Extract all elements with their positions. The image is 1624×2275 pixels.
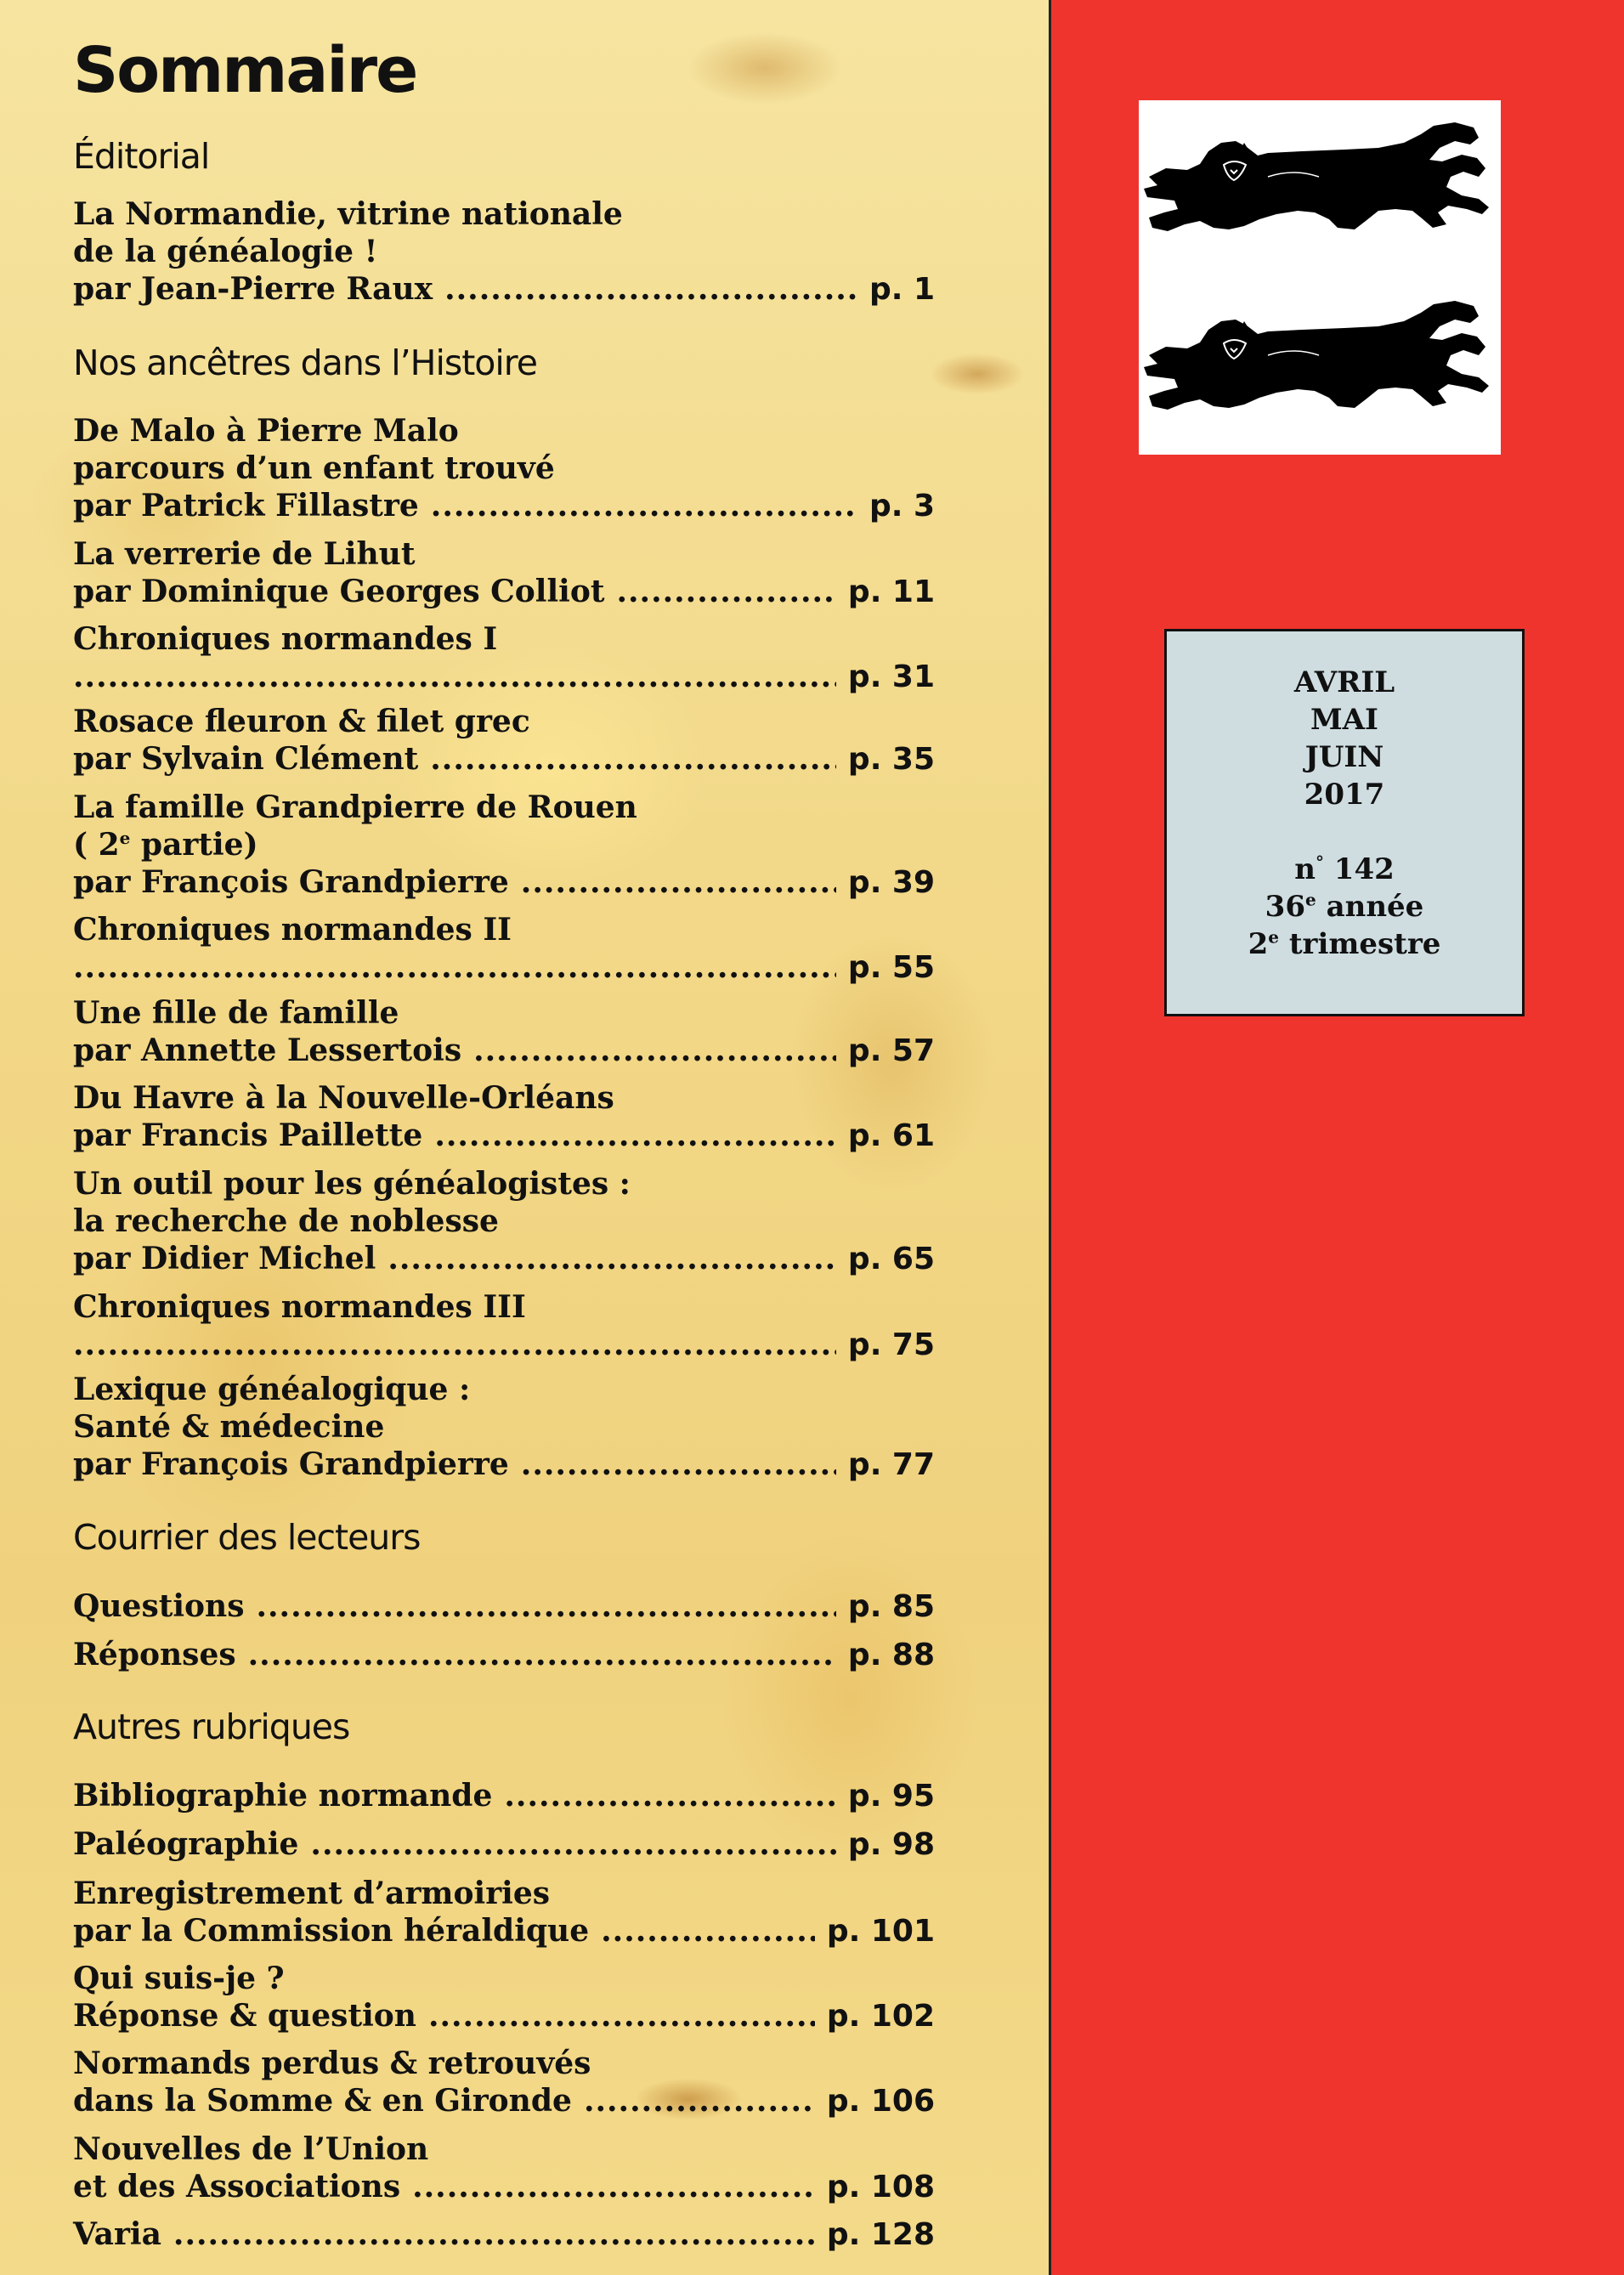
dot-leader <box>431 487 857 524</box>
issue-year: 2017 <box>1304 778 1385 812</box>
dot-leader <box>584 2082 815 2119</box>
entry-author: par Jean-Pierre Raux <box>73 271 433 307</box>
entry-author: par François Grandpierre <box>73 1446 509 1482</box>
page-number: p. 35 <box>847 742 935 777</box>
page-number: p. 1 <box>869 272 935 307</box>
dot-leader <box>430 740 836 778</box>
dot-leader <box>73 948 836 986</box>
dot-leader <box>616 573 835 610</box>
entry-title: Qui suis-je ? <box>73 1961 285 1996</box>
toc-entry[interactable] <box>73 195 935 308</box>
toc-entry[interactable] <box>73 1079 935 1155</box>
entry-title: La Normandie, vitrine nationale <box>73 196 623 232</box>
two-leopards-normandy-flag-icon <box>1139 100 1501 455</box>
entry-title: Chroniques normandes II <box>73 912 512 948</box>
toc-entry[interactable] <box>73 412 935 525</box>
entry-title: La verrerie de Lihut <box>73 536 416 572</box>
page-number: p. 65 <box>847 1242 935 1276</box>
issue-info-box <box>1164 629 1525 1016</box>
entry-author: par Sylvain Clément <box>73 741 419 777</box>
toc-entry[interactable] <box>73 1165 935 1278</box>
dot-leader <box>504 1777 836 1814</box>
dot-leader <box>434 1117 836 1154</box>
dot-leader <box>473 1032 836 1069</box>
entry-author: et des Associations <box>73 2169 401 2204</box>
entry-title: Chroniques normandes I <box>73 621 498 657</box>
issue-month: AVRIL <box>1293 665 1395 699</box>
toc-entry[interactable] <box>73 535 935 611</box>
toc-entry[interactable] <box>73 2216 935 2254</box>
toc-entry[interactable] <box>73 620 935 696</box>
toc-entry[interactable] <box>73 994 935 1070</box>
entry-title: Questions <box>73 1588 245 1624</box>
entry-author: Réponse & question <box>73 1998 416 2034</box>
dot-leader <box>412 2168 815 2205</box>
issue-month: JUIN <box>1304 740 1384 774</box>
entry-title: la recherche de noblesse <box>73 1203 499 1239</box>
entry-title: Lexique généalogique : <box>73 1372 471 1407</box>
entry-author: par Francis Paillette <box>73 1118 423 1153</box>
entry-title: La famille Grandpierre de Rouen <box>73 789 637 825</box>
section-heading-editorial: Éditorial <box>73 136 210 177</box>
entry-title: De Malo à Pierre Malo <box>73 413 459 449</box>
page-number: p. 61 <box>847 1118 935 1153</box>
entry-subtitle: ( 2e partie) <box>73 827 258 863</box>
issue-number: n° 142 <box>1294 852 1395 886</box>
page-number: p. 57 <box>847 1033 935 1068</box>
entry-author: par Dominique Georges Colliot <box>73 574 605 609</box>
dot-leader <box>521 1446 836 1483</box>
entry-author: par la Commission héraldique <box>73 1913 590 1949</box>
page-title: Sommaire <box>73 34 417 107</box>
dot-leader <box>444 270 857 308</box>
page-number: p. 101 <box>826 1914 935 1949</box>
toc-entry[interactable] <box>73 1587 935 1626</box>
page-number: p. 88 <box>847 1638 935 1672</box>
entry-title: Chroniques normandes III <box>73 1289 526 1325</box>
entry-author: par François Grandpierre <box>73 864 509 900</box>
dot-leader <box>73 658 836 695</box>
entry-author: par Annette Lessertois <box>73 1033 462 1068</box>
entry-title: de la généalogie ! <box>73 234 378 269</box>
dot-leader <box>521 863 836 901</box>
toc-entry[interactable] <box>73 1371 935 1484</box>
issue-month: MAI <box>1310 703 1378 737</box>
page-number: p. 75 <box>847 1327 935 1362</box>
entry-title: Varia <box>73 2216 161 2252</box>
toc-entry[interactable] <box>73 1960 935 2035</box>
section-heading-courrier: Courrier des lecteurs <box>73 1517 421 1558</box>
entry-author: par Didier Michel <box>73 1241 376 1276</box>
entry-title: Réponses <box>73 1637 236 1672</box>
entry-title: Une fille de famille <box>73 995 399 1031</box>
toc-entry[interactable] <box>73 1777 935 1815</box>
page-number: p. 106 <box>826 2084 935 2119</box>
entry-title: Rosace fleuron & filet grec <box>73 704 530 739</box>
page-number: p. 128 <box>826 2217 935 2252</box>
page-number: p. 102 <box>826 1999 935 2034</box>
dot-leader <box>310 1825 836 1863</box>
page-number: p. 55 <box>847 950 935 985</box>
dot-leader <box>173 2216 815 2253</box>
entry-author: dans la Somme & en Gironde <box>73 2083 572 2119</box>
page-number: p. 11 <box>847 574 935 609</box>
dot-leader <box>601 1912 815 1950</box>
section-heading-ancetres: Nos ancêtres dans l’Histoire <box>73 342 537 383</box>
toc-entry[interactable] <box>73 911 935 987</box>
toc-entry[interactable] <box>73 703 935 778</box>
page-number: p. 98 <box>847 1827 935 1862</box>
entry-title: Santé & médecine <box>73 1409 385 1445</box>
entry-title: Paléographie <box>73 1826 299 1862</box>
page-number: p. 39 <box>847 865 935 900</box>
entry-title: parcours d’un enfant trouvé <box>73 450 555 486</box>
dot-leader <box>256 1587 835 1625</box>
entry-title: Normands perdus & retrouvés <box>73 2046 591 2081</box>
entry-title: Bibliographie normande <box>73 1778 493 1814</box>
dot-leader <box>428 1997 815 2034</box>
page-number: p. 95 <box>847 1779 935 1814</box>
toc-entry[interactable] <box>73 1636 935 1674</box>
entry-author: par Patrick Fillastre <box>73 488 419 523</box>
entry-title: Du Havre à la Nouvelle-Orléans <box>73 1080 614 1116</box>
section-heading-autres: Autres rubriques <box>73 1706 350 1747</box>
issue-annee: 36e année <box>1265 889 1424 924</box>
entry-title: Enregistrement d’armoiries <box>73 1876 551 1911</box>
page-number: p. 3 <box>869 489 935 523</box>
entry-title: Nouvelles de l’Union <box>73 2131 429 2167</box>
dot-leader <box>73 1326 836 1363</box>
normandy-emblem <box>1139 100 1501 455</box>
page-number: p. 85 <box>847 1589 935 1624</box>
page-number: p. 108 <box>826 2170 935 2204</box>
issue-trimestre: 2e trimestre <box>1248 926 1441 961</box>
toc-entry[interactable] <box>73 2131 935 2206</box>
page-number: p. 77 <box>847 1447 935 1482</box>
toc-entry[interactable] <box>73 1288 935 1364</box>
toc-entry[interactable] <box>73 789 935 902</box>
dot-leader <box>248 1636 836 1673</box>
toc-entry[interactable] <box>73 1875 935 1950</box>
dot-leader <box>388 1240 836 1277</box>
entry-title: Un outil pour les généalogistes : <box>73 1166 631 1202</box>
page-number: p. 31 <box>847 659 935 694</box>
panel-divider <box>1049 0 1051 2275</box>
toc-entry[interactable] <box>73 1825 935 1864</box>
toc-entry[interactable] <box>73 2045 935 2120</box>
